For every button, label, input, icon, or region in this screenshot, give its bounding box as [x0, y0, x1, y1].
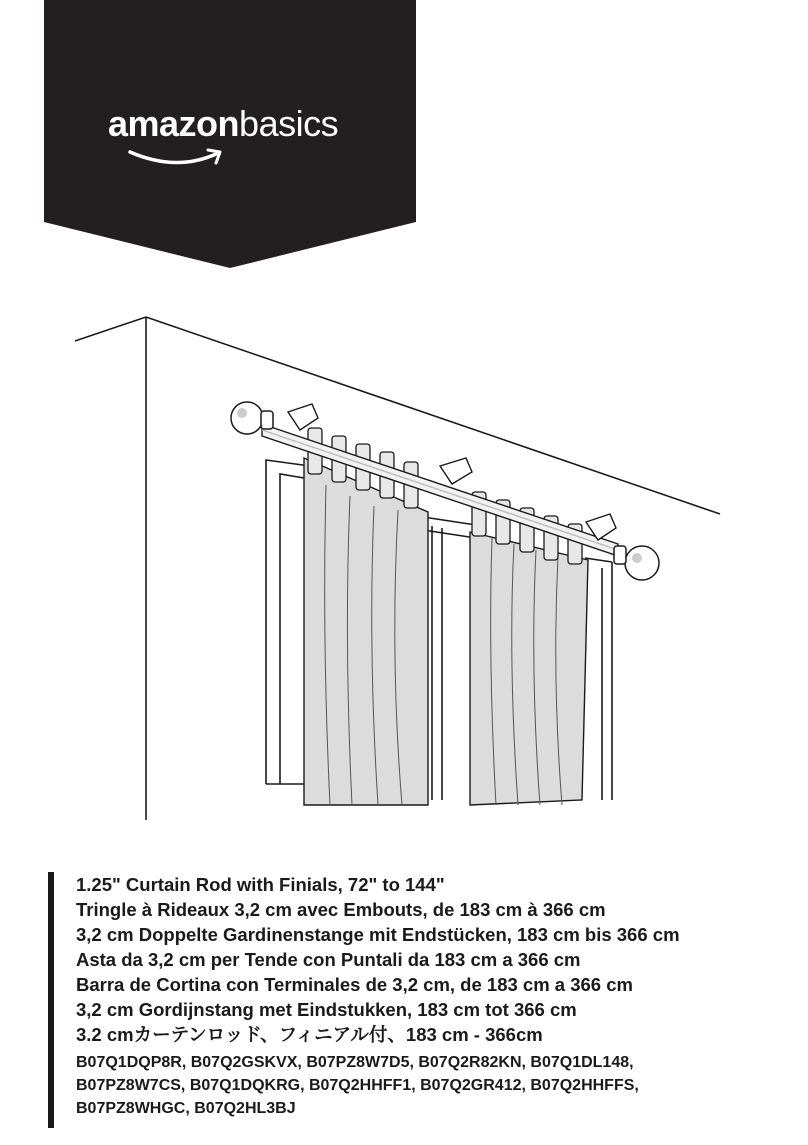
title-it: Asta da 3,2 cm per Tende con Puntali da 183 cm a 366 cm	[76, 949, 581, 970]
title-de: 3,2 cm Doppelte Gardinenstange mit Endstücken, 183 cm bis 366 cm	[76, 924, 680, 945]
logo-basics: basics	[239, 103, 339, 144]
product-title-block	[48, 872, 788, 1128]
logo-amazon: amazon	[108, 103, 240, 144]
amazonbasics-logo	[108, 103, 358, 166]
product-codes	[76, 1051, 788, 1120]
curtain-rod-window-illustration	[0, 300, 808, 820]
product-codes-line: B07PZ8WHGC, B07Q2HL3BJ	[76, 1100, 296, 1117]
smile-arrow-icon	[128, 146, 228, 170]
title-en: 1.25" Curtain Rod with Finials, 72" to 144"	[76, 874, 445, 895]
product-codes-line: B07Q1DQP8R, B07Q2GSKVX, B07PZ8W7D5, B07Q2R82KN, B07Q1DL148,	[76, 1054, 634, 1071]
product-codes-line: B07PZ8W7CS, B07Q1DQKRG, B07Q2HHFF1, B07Q2GR412, B07Q2HHFFS,	[76, 1077, 639, 1094]
title-fr: Tringle à Rideaux 3,2 cm avec Embouts, de 183 cm à 366 cm	[76, 899, 606, 920]
title-nl: 3,2 cm Gordijnstang met Eindstukken, 183 cm tot 366 cm	[76, 999, 577, 1020]
title-ja: 3.2 cmカーテンロッド、フィニアル付、183 cm - 366cm	[76, 1024, 543, 1045]
logo-wordmark	[108, 103, 339, 144]
title-es: Barra de Cortina con Terminales de 3,2 cm, de 183 cm a 366 cm	[76, 974, 633, 995]
